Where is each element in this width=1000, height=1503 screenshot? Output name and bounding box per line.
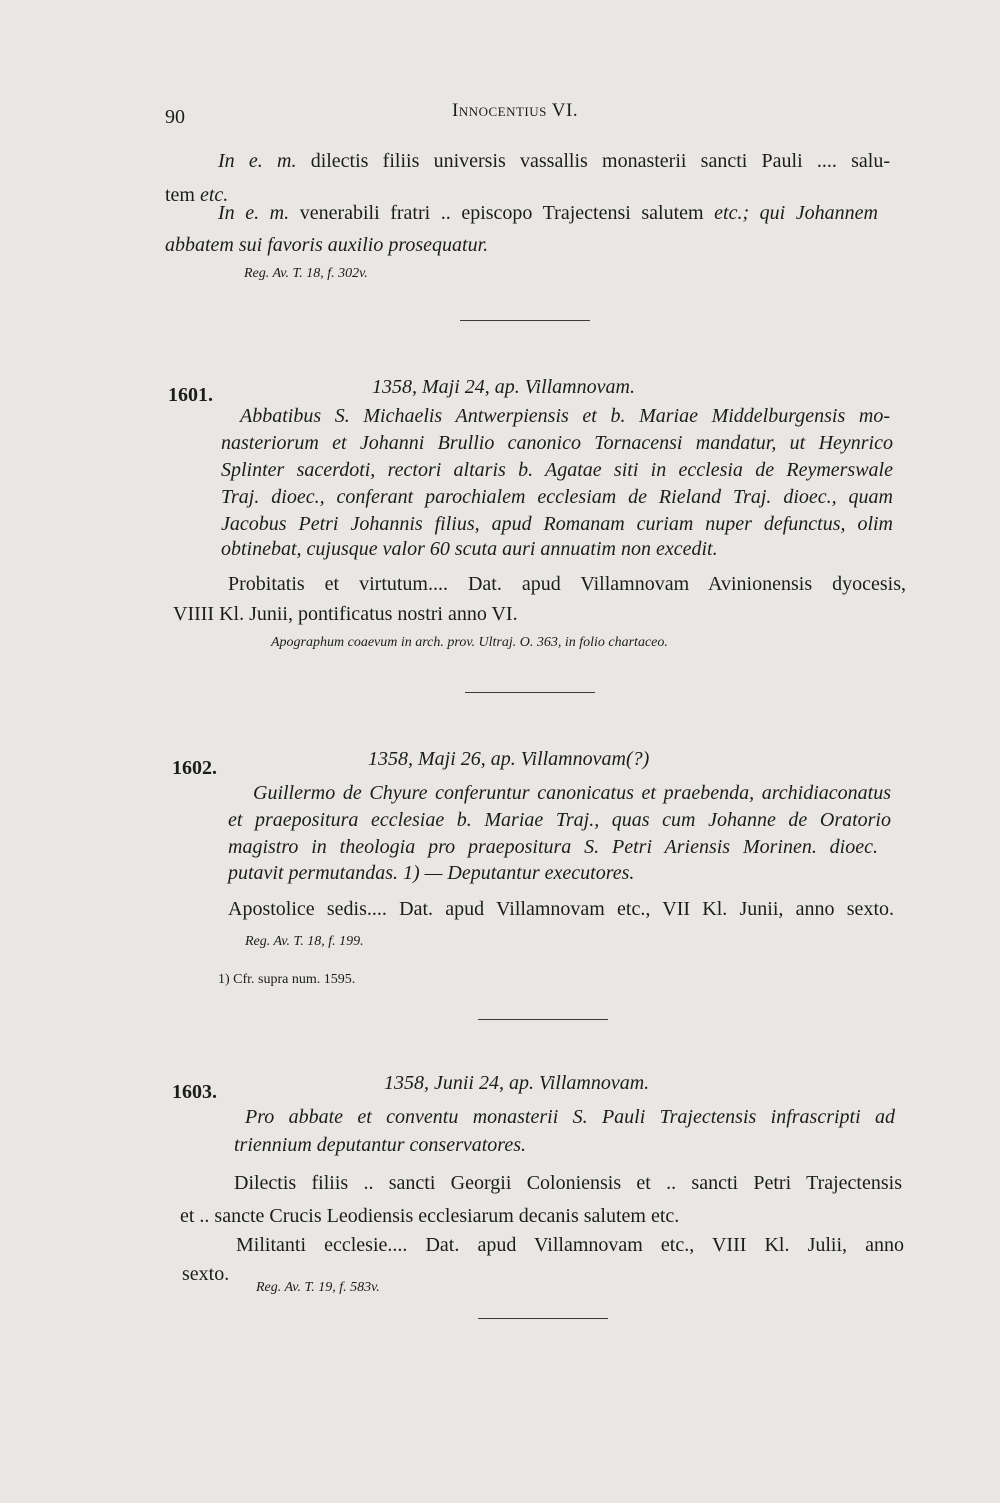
intro-text: venerabili fratri .. episcopo Trajectensi salutem xyxy=(299,202,704,224)
intro-etc: etc. xyxy=(200,184,229,206)
entry-summary-line: Splinter sacerdoti, rectori altaris b. Agatae siti in ecclesia de Reymerswale xyxy=(221,459,893,481)
running-title: Innocentius VI. xyxy=(452,100,579,121)
entry-summary-line: et praepositura ecclesiae b. Mariae Traj., quas cum Johanne de Oratorio xyxy=(228,809,891,831)
entry-text-line: Militanti ecclesie.... Dat. apud Villamnovam etc., VIII Kl. Julii, anno xyxy=(236,1234,904,1256)
entry-date: 1358, Junii 24, ap. Villamnovam. xyxy=(384,1072,650,1094)
intro-line-1 xyxy=(218,150,890,173)
intro-text: tem xyxy=(165,184,195,206)
entry-summary-line: putavit permutandas. 1) — Deputantur executores. xyxy=(228,862,635,884)
entry-summary-line: Traj. dioec., conferant parochialem ecclesiam de Rieland Traj. dioec., quam xyxy=(221,486,893,508)
entry-number: 1602. xyxy=(172,757,217,779)
intro-line-4: abbatem sui favoris auxilio prosequatur. xyxy=(165,234,489,256)
entry-source: Apographum coaevum in arch. prov. Ultraj. O. 363, in folio chartaceo. xyxy=(271,635,668,650)
formula-abbrev: In e. m. xyxy=(218,202,290,224)
intro-source: Reg. Av. T. 18, f. 302v. xyxy=(244,266,368,281)
entry-summary-line: Guillermo de Chyure conferuntur canonicatus et praebenda, archidiaconatus xyxy=(253,782,891,804)
entry-text-line: VIIII Kl. Junii, pontificatus nostri anno VI. xyxy=(173,603,518,625)
entry-summary-line: magistro in theologia pro praepositura S. Petri Ariensis Morinen. dioec. xyxy=(228,836,878,858)
intro-text-italic: etc.; qui Johannem xyxy=(714,202,879,224)
formula-abbrev: In e. m. xyxy=(218,150,297,172)
entry-text-line: Apostolice sedis.... Dat. apud Villamnovam etc., VII Kl. Junii, anno sexto. xyxy=(228,898,894,920)
intro-text: dilectis filiis universis vassallis monasterii sancti Pauli .... salu- xyxy=(310,150,891,172)
page-number: 90 xyxy=(165,106,185,128)
entry-text-line: Dilectis filiis .. sancti Georgii Coloniensis et .. sancti Petri Trajectensis xyxy=(234,1172,902,1194)
entry-date: 1358, Maji 24, ap. Villamnovam. xyxy=(372,376,635,398)
entry-summary-line: Pro abbate et conventu monasterii S. Pauli Trajectensis infrascripti ad xyxy=(245,1106,895,1128)
entry-number: 1603. xyxy=(172,1081,217,1103)
separator-rule xyxy=(478,1019,608,1020)
footnote: 1) Cfr. supra num. 1595. xyxy=(218,972,356,987)
entry-number: 1601. xyxy=(168,384,213,406)
entry-source: Reg. Av. T. 19, f. 583v. xyxy=(256,1280,380,1295)
entry-text-line: Probitatis et virtutum.... Dat. apud Villamnovam Avinionensis dyocesis, xyxy=(228,573,906,595)
entry-text-line: sexto. xyxy=(182,1263,230,1285)
entry-source: Reg. Av. T. 18, f. 199. xyxy=(245,934,364,949)
entry-summary-line: obtinebat, cujusque valor 60 scuta auri annuatim non excedit. xyxy=(221,538,718,560)
entry-date: 1358, Maji 26, ap. Villamnovam(?) xyxy=(368,748,650,770)
entry-summary-line: triennium deputantur conservatores. xyxy=(234,1134,527,1156)
entry-summary-line: nasteriorum et Johanni Brullio canonico Tornacensi mandatur, ut Heynrico xyxy=(221,432,893,454)
separator-rule xyxy=(465,692,595,693)
separator-rule xyxy=(460,320,590,321)
entry-summary-line: Abbatibus S. Michaelis Antwerpiensis et b. Mariae Middelburgensis mo- xyxy=(240,405,890,427)
separator-rule xyxy=(478,1318,608,1319)
intro-line-3 xyxy=(218,202,878,225)
entry-text-line: et .. sancte Crucis Leodiensis ecclesiarum decanis salutem etc. xyxy=(180,1205,680,1227)
entry-summary-line: Jacobus Petri Johannis filius, apud Romanam curiam nuper defunctus, olim xyxy=(221,513,893,535)
